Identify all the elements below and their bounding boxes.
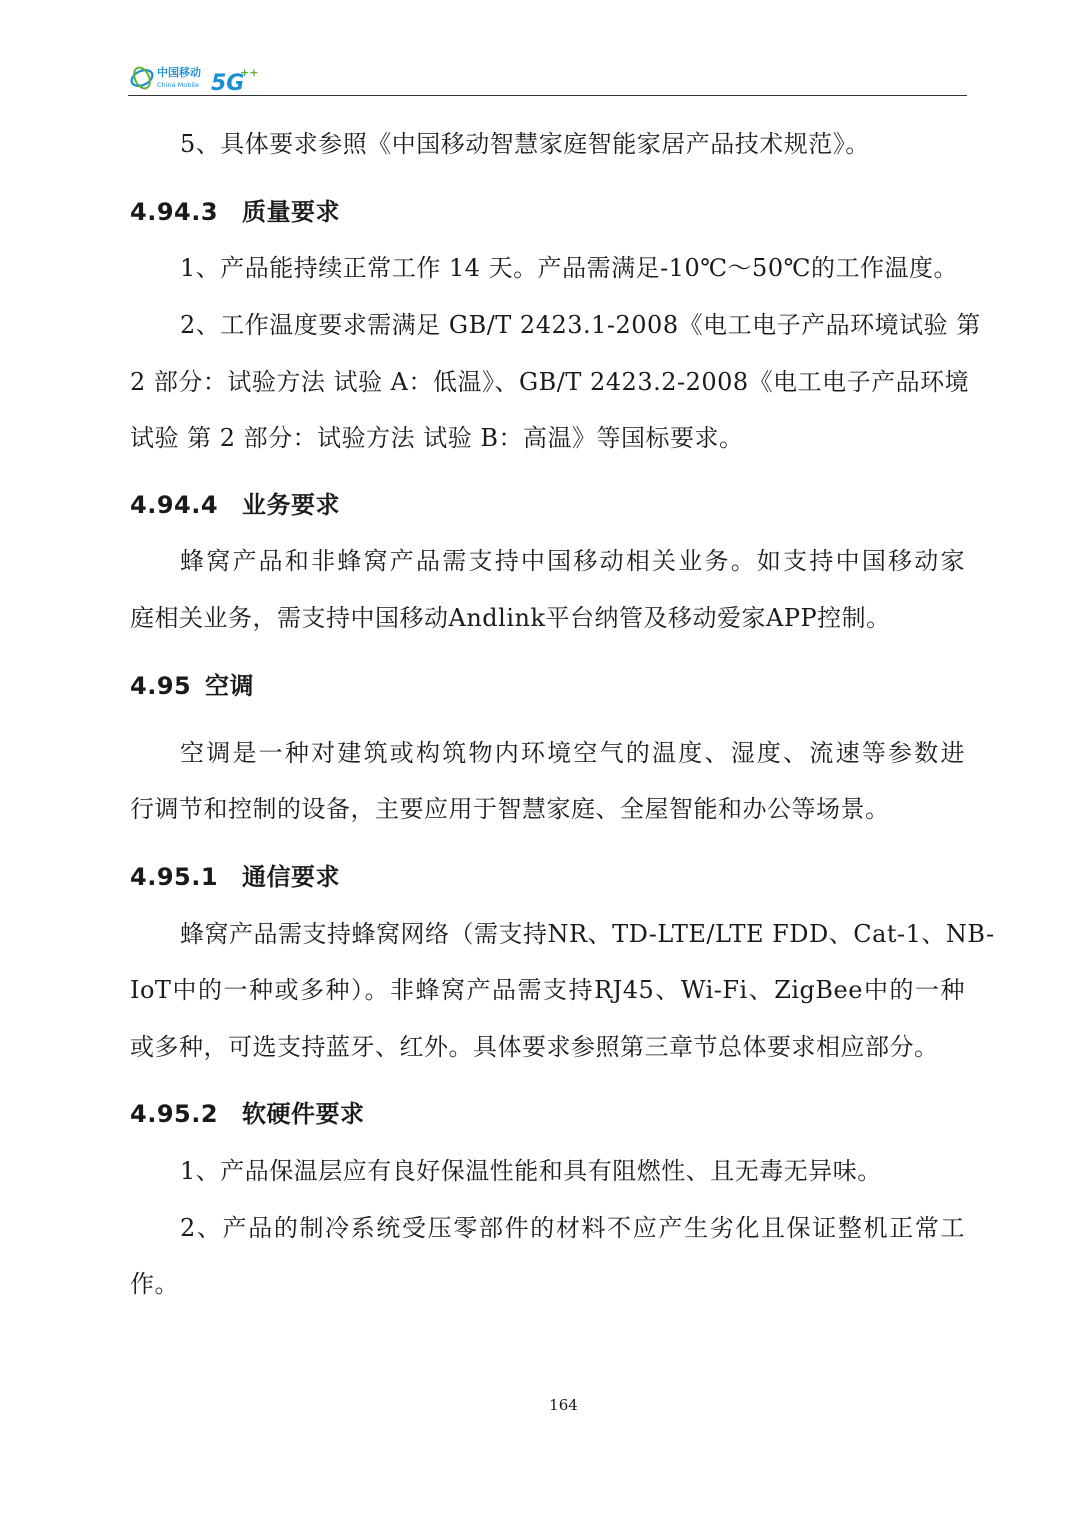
section-heading-4-95-2 — [130, 1098, 365, 1130]
paragraph-line: 蜂窝产品需支持蜂窝网络（需支持NR、TD-LTE/LTE FDD、Cat-1、NB- — [180, 920, 995, 948]
section-title: 质量要求 — [242, 198, 340, 226]
section-title: 通信要求 — [242, 863, 340, 891]
section-number: 4.95.1 — [130, 863, 219, 891]
paragraph-line: 2 部分：试验方法 试验 A：低温》、GB/T 2423.2-2008《电工电子产品环境 — [130, 368, 970, 396]
paragraph-line: 1、产品保温层应有良好保温性能和具有阻燃性、且无毒无异味。 — [180, 1157, 882, 1185]
section-heading-4-95 — [130, 670, 254, 702]
paragraph-line: 庭相关业务，需支持中国移动Andlink平台纳管及移动爱家APP控制。 — [130, 604, 891, 632]
section-title: 业务要求 — [242, 491, 340, 519]
paragraph-line: 5、具体要求参照《中国移动智慧家庭智能家居产品技术规范》。 — [180, 130, 870, 158]
logo-cn-text: 中国移动 — [157, 66, 201, 79]
section-number: 4.94.4 — [130, 491, 219, 519]
paragraph-line: 1、产品能持续正常工作 14 天。产品需满足-10℃～50℃的工作温度。 — [180, 254, 958, 282]
page-number: 164 — [549, 1396, 578, 1414]
paragraph-line: IoT中的一种或多种）。非蜂窝产品需支持RJ45、Wi-Fi、ZigBee中的一种 — [130, 976, 965, 1004]
section-number: 4.94.3 — [130, 198, 219, 226]
section-title: 软硬件要求 — [242, 1100, 365, 1128]
section-heading-4-95-1 — [130, 861, 340, 893]
logo-5g-text: 5G — [211, 71, 245, 96]
paragraph-line: 蜂窝产品和非蜂窝产品需支持中国移动相关业务。如支持中国移动家 — [180, 547, 965, 575]
logo-plus-text: ++ — [240, 66, 258, 79]
section-title: 空调 — [205, 672, 254, 700]
paragraph-line: 2、工作温度要求需满足 GB/T 2423.1-2008《电工电子产品环境试验 第 — [180, 311, 981, 339]
section-number: 4.95.2 — [130, 1100, 219, 1128]
paragraph-line: 或多种，可选支持蓝牙、红外。具体要求参照第三章节总体要求相应部分。 — [130, 1033, 939, 1061]
logo-en-text: China Mobile — [157, 81, 199, 89]
paragraph-line: 试验 第 2 部分：试验方法 试验 B：高温》等国标要求。 — [130, 424, 744, 452]
paragraph-line: 行调节和控制的设备，主要应用于智慧家庭、全屋智能和办公等场景。 — [130, 795, 890, 823]
section-heading-4-94-4 — [130, 489, 340, 521]
section-heading-4-94-3 — [130, 196, 340, 228]
paragraph-line: 2、产品的制冷系统受压零部件的材料不应产生劣化且保证整机正常工 — [180, 1214, 965, 1242]
paragraph-line: 作。 — [130, 1270, 179, 1298]
paragraph-line: 空调是一种对建筑或构筑物内环境空气的温度、湿度、流速等参数进 — [180, 739, 965, 767]
section-number: 4.95 — [130, 672, 192, 700]
